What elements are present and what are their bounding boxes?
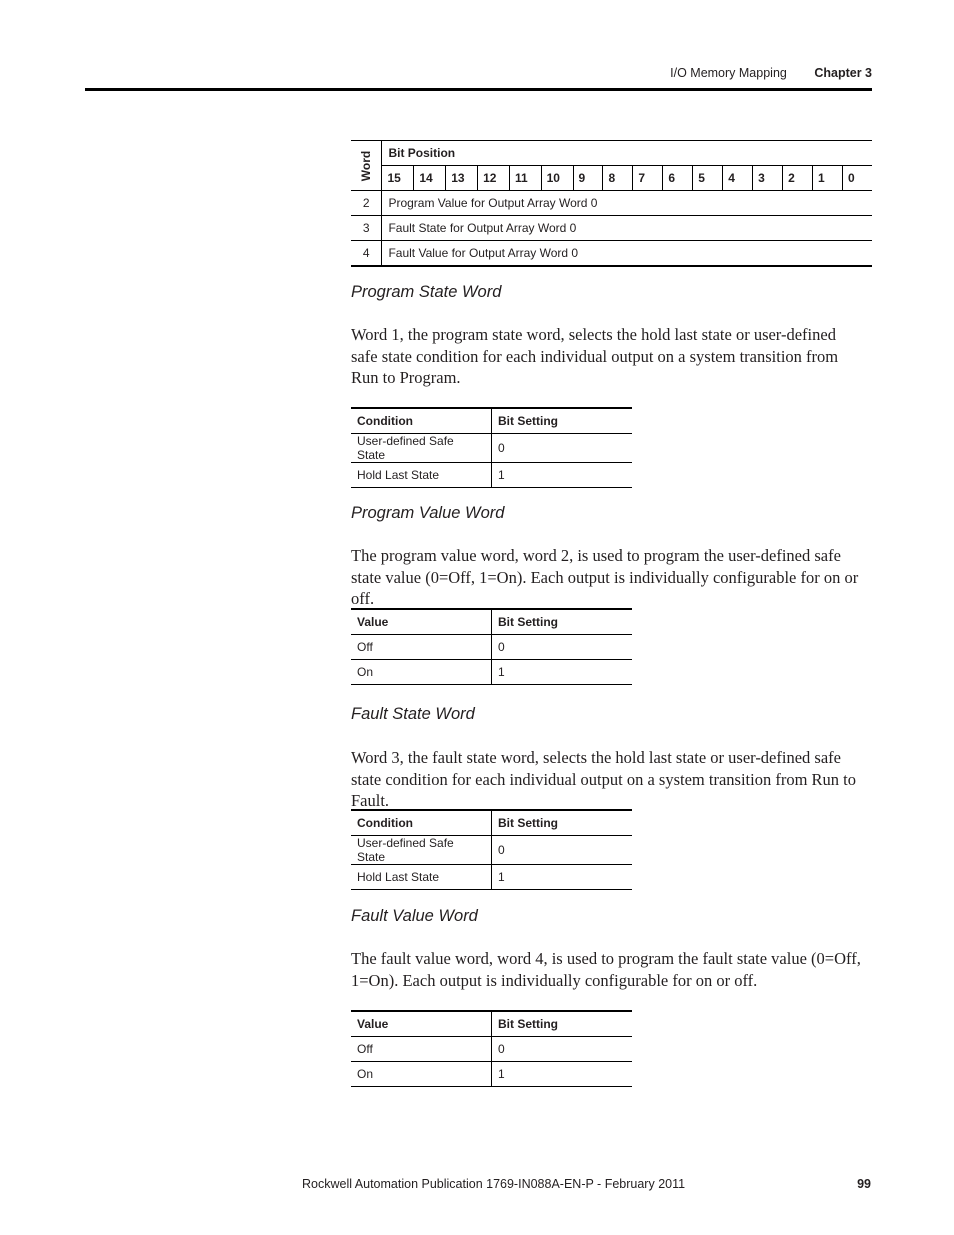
bit-number: 10 xyxy=(541,166,573,191)
bit-number: 7 xyxy=(633,166,663,191)
word-number: 2 xyxy=(351,191,382,216)
table-row xyxy=(351,865,632,890)
column-header: Bit Setting xyxy=(492,408,633,434)
table-cell: 1 xyxy=(492,865,633,890)
table-row xyxy=(351,836,632,865)
table-cell: 0 xyxy=(492,1037,633,1062)
bit-number: 11 xyxy=(509,166,541,191)
table-cell: Off xyxy=(351,635,492,660)
table-row xyxy=(351,660,632,685)
column-header: Value xyxy=(351,609,492,635)
program-state-heading: Program State Word xyxy=(351,283,502,301)
table-row xyxy=(351,1037,632,1062)
bit-number: 1 xyxy=(813,166,843,191)
program-value-heading: Program Value Word xyxy=(351,504,505,522)
table-row xyxy=(351,191,872,216)
publication-info: Rockwell Automation Publication 1769-IN088A-EN-P - February 2011 xyxy=(302,1177,686,1191)
bit-number-row xyxy=(351,166,872,191)
program-value-paragraph: The program value word, word 2, is used to program the user-defined safe state value (0=Off, 1=On). Each output is individually configurable for on or off. xyxy=(351,546,859,608)
table-cell: On xyxy=(351,1062,492,1087)
table-cell: Off xyxy=(351,1037,492,1062)
table-row xyxy=(351,241,872,267)
bit-number: 14 xyxy=(414,166,446,191)
bit-number: 13 xyxy=(446,166,478,191)
table-cell: On xyxy=(351,660,492,685)
bit-number: 9 xyxy=(573,166,603,191)
bit-number: 5 xyxy=(693,166,723,191)
word-number: 3 xyxy=(351,216,382,241)
word-column-header: Word xyxy=(351,141,382,191)
program-state-table xyxy=(351,407,632,488)
bit-number: 0 xyxy=(842,166,872,191)
table-cell: User-defined Safe State xyxy=(351,836,492,865)
bit-position-table xyxy=(351,140,872,267)
word-description: Fault Value for Output Array Word 0 xyxy=(382,241,872,267)
page-number: 99 xyxy=(857,1177,871,1191)
table-row xyxy=(351,216,872,241)
column-header: Bit Setting xyxy=(492,810,633,836)
program-state-paragraph: Word 1, the program state word, selects the hold last state or user-defined safe state condition for each individual output on a system transition from Run to Program. xyxy=(351,325,839,387)
fault-value-table xyxy=(351,1010,632,1087)
table-cell: Hold Last State xyxy=(351,463,492,488)
column-header: Value xyxy=(351,1011,492,1037)
bit-number: 4 xyxy=(723,166,753,191)
table-cell: 0 xyxy=(492,635,633,660)
fault-value-heading: Fault Value Word xyxy=(351,907,478,925)
word-description: Program Value for Output Array Word 0 xyxy=(382,191,872,216)
column-header: Bit Setting xyxy=(492,609,633,635)
table-cell: 0 xyxy=(492,836,633,865)
fault-state-table xyxy=(351,809,632,890)
bit-number: 2 xyxy=(783,166,813,191)
column-header: Condition xyxy=(351,810,492,836)
bit-number: 8 xyxy=(603,166,633,191)
fault-value-paragraph: The fault value word, word 4, is used to program the fault state value (0=Off, 1=On). Each output is individually configurable for on or off. xyxy=(351,949,861,990)
bit-position-header: Bit Position xyxy=(382,141,872,166)
word-description: Fault State for Output Array Word 0 xyxy=(382,216,872,241)
program-value-table xyxy=(351,608,632,685)
header-rule xyxy=(85,88,872,91)
word-number: 4 xyxy=(351,241,382,267)
header-chapter: Chapter 3 xyxy=(814,66,872,80)
header-section-title: I/O Memory Mapping xyxy=(670,66,787,80)
table-cell: 1 xyxy=(492,660,633,685)
table-row xyxy=(351,434,632,463)
column-header: Condition xyxy=(351,408,492,434)
table-cell: User-defined Safe State xyxy=(351,434,492,463)
bit-number: 6 xyxy=(663,166,693,191)
bit-number: 12 xyxy=(478,166,510,191)
bit-number: 15 xyxy=(382,166,414,191)
table-row xyxy=(351,635,632,660)
fault-state-paragraph: Word 3, the fault state word, selects the hold last state or user-defined safe state condition for each individual output on a system transition from Run to Fault. xyxy=(351,748,856,810)
bit-number: 3 xyxy=(753,166,783,191)
table-row xyxy=(351,1062,632,1087)
table-row xyxy=(351,463,632,488)
fault-state-heading: Fault State Word xyxy=(351,705,475,723)
table-cell: 1 xyxy=(492,1062,633,1087)
column-header: Bit Setting xyxy=(492,1011,633,1037)
table-cell: Hold Last State xyxy=(351,865,492,890)
table-cell: 1 xyxy=(492,463,633,488)
page-header xyxy=(670,66,872,80)
table-cell: 0 xyxy=(492,434,633,463)
